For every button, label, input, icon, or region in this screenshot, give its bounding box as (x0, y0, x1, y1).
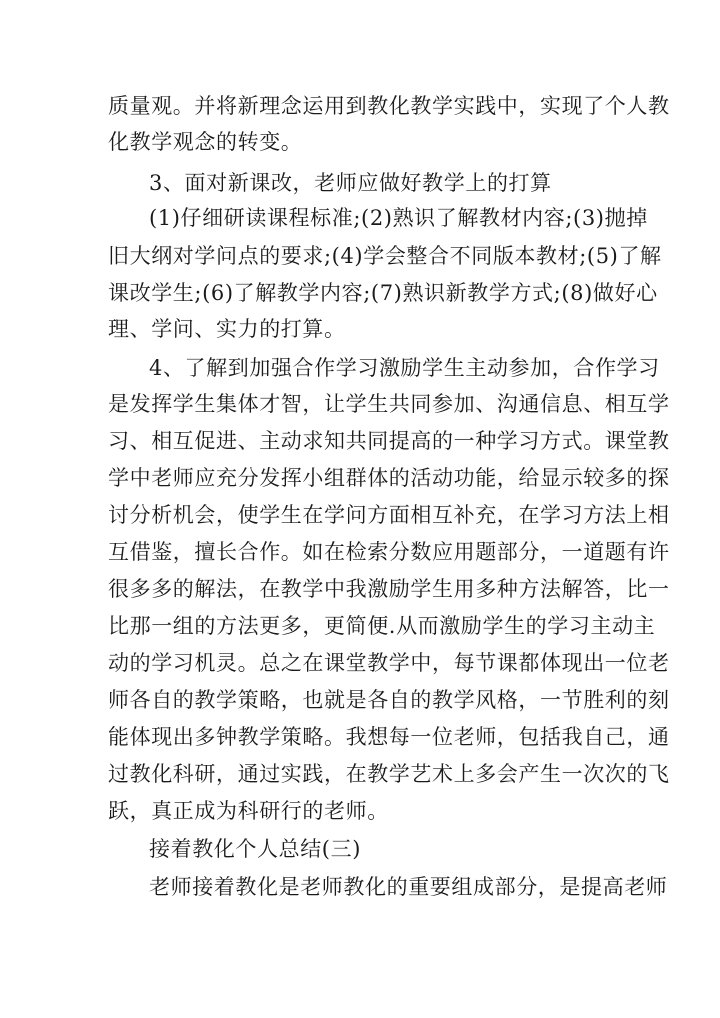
text-line: 过教化科研，通过实践，在教学艺术上多会产生一次次的飞 (108, 762, 670, 786)
text-line: 比那一组的方法更多，更简便.从而激励学生的学习主动主 (108, 614, 656, 638)
text-line: 学中老师应充分发挥小组群体的活动功能，给显示较多的探 (108, 466, 670, 490)
section-heading-4: 4、了解到加强合作学习激励学生主动参加，合作学习 (149, 356, 660, 380)
text-line: 很多多的解法，在教学中我激励学生用多种方法解答，比一 (108, 577, 670, 601)
text-line: 能体现出多钟教学策略。我想每一位老师，包括我自己，通 (108, 725, 670, 749)
section-title: 接着教化个人总结(三) (149, 837, 361, 861)
text-line: 互借鉴，擅长合作。如在检索分数应用题部分，一道题有许 (108, 540, 670, 564)
text-line: 师各自的教学策略，也就是各自的教学风格，一节胜利的刻 (108, 688, 670, 712)
text-line: 动的学习机灵。总之在课堂教学中，每节课都体现出一位老 (108, 651, 670, 675)
text-line: 质量观。并将新理念运用到教化教学实践中，实现了个人教 (108, 94, 670, 118)
text-line: (1)仔细研读课程标准;(2)熟识了解教材内容;(3)抛掉 (149, 206, 648, 230)
text-line: 理、学问、实力的打算。 (108, 317, 346, 341)
text-line: 习、相互促进、主动求知共同提高的一种学习方式。课堂教 (108, 429, 670, 453)
text-line: 跃，真正成为科研行的老师。 (108, 799, 389, 823)
section-heading-3: 3、面对新课改，老师应做好教学上的打算 (149, 171, 552, 195)
text-line: 课改学生;(6)了解教学内容;(7)熟识新教学方式;(8)做好心 (108, 281, 658, 305)
text-line: 讨分析机会，使学生在学问方面相互补充，在学习方法上相 (108, 503, 670, 527)
text-line: 化教学观念的转变。 (108, 130, 303, 154)
text-line: 是发挥学生集体才智，让学生共同参加、沟通信息、相互学 (108, 392, 670, 416)
text-line: 老师接着教化是老师教化的重要组成部分，是提高老师 (149, 875, 668, 899)
text-line: 旧大纲对学问点的要求;(4)学会整合不同版本教材;(5)了解 (108, 244, 662, 268)
